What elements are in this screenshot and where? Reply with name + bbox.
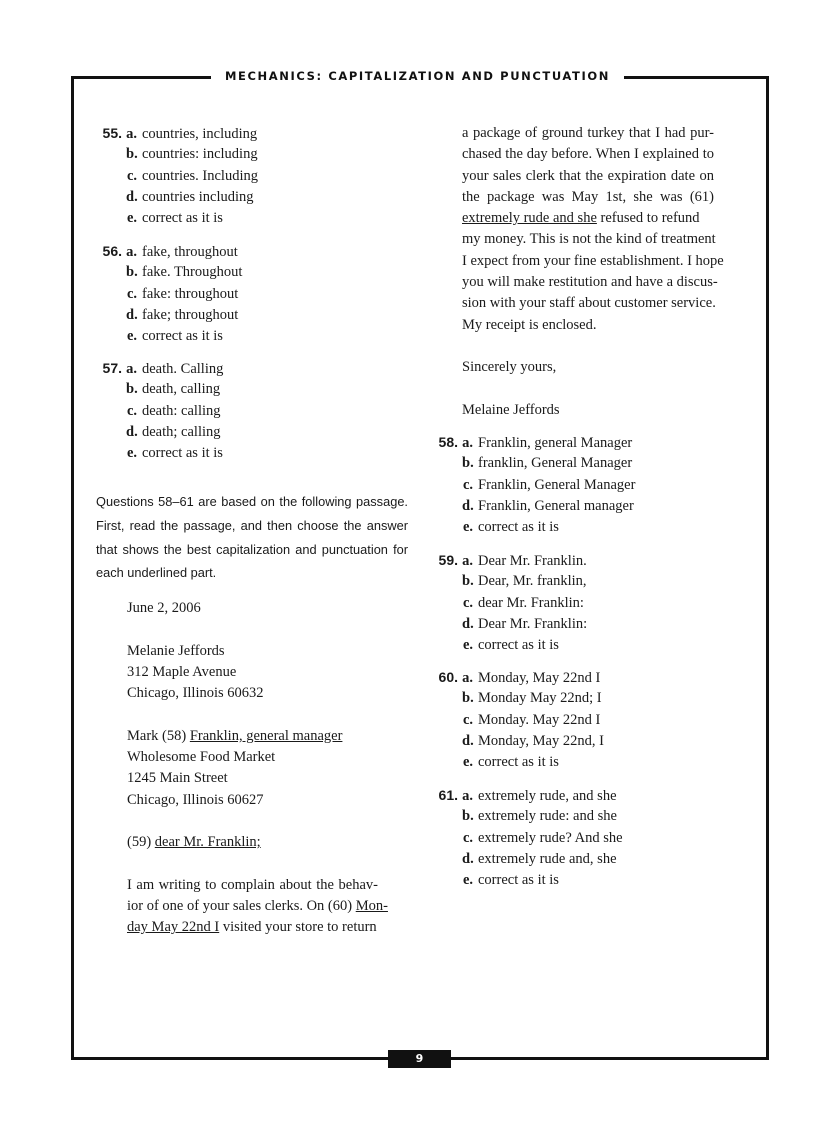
option-row (96, 358, 223, 379)
option-row (96, 326, 242, 347)
body-line: my money. This is not the kind of treatment (462, 231, 716, 248)
body-line: ior of one of your sales clerks. On (60) Mon- (127, 898, 388, 915)
question-number: 60. (438, 669, 458, 685)
option-row (432, 571, 587, 592)
option-text: Dear, Mr. franklin, (478, 573, 587, 590)
option-row (432, 550, 587, 571)
option-letter: e. (462, 872, 473, 889)
option-row (96, 443, 223, 464)
underlined-part-59: dear Mr. Franklin; (154, 834, 261, 851)
option-letter: e. (126, 328, 137, 345)
option-row (432, 496, 635, 517)
option-row (432, 785, 623, 806)
option-letter: e. (462, 754, 473, 771)
option-text: Monday, May 22nd, I (478, 732, 604, 749)
option-letter: e. (462, 519, 473, 536)
page-number: 9 (388, 1050, 451, 1068)
body-line: I expect from your fine establishment. I hope (462, 252, 724, 269)
question-number: 57. (102, 360, 122, 376)
frame-top-right-rule (624, 76, 769, 79)
question-57 (96, 358, 223, 464)
option-row (432, 870, 623, 891)
option-letter: c. (126, 402, 137, 419)
body-line: chased the day before. When I explained to (462, 146, 714, 163)
body-line: My receipt is enclosed. (462, 316, 597, 333)
frame-right-rule (766, 76, 769, 1060)
question-number: 56. (102, 243, 122, 259)
option-text: death. Calling (142, 361, 224, 377)
option-text: correct as it is (478, 754, 559, 771)
body-line: the package was May 1st, she was (61) (462, 188, 714, 205)
option-letter: c. (462, 829, 473, 846)
option-text: death: calling (142, 402, 221, 419)
option-text: fake: throughout (142, 285, 239, 302)
option-letter: b. (462, 573, 474, 590)
option-text: Monday, May 22nd I (478, 670, 601, 686)
question-60 (432, 667, 604, 773)
option-text: death; calling (142, 423, 221, 440)
letter-passage-left (127, 598, 387, 939)
option-text: countries: including (142, 146, 258, 163)
recipient-company: Wholesome Food Market (127, 749, 276, 766)
option-letter: d. (462, 732, 474, 749)
option-row (96, 379, 223, 400)
option-letter: b. (126, 381, 138, 398)
option-letter: b. (462, 690, 474, 707)
body-line: I am writing to complain about the behav- (127, 876, 378, 893)
section-title: MECHANICS: CAPITALIZATION AND PUNCTUATION (225, 69, 610, 83)
option-letter: b. (126, 146, 138, 163)
option-row (432, 475, 635, 496)
option-text: correct as it is (478, 872, 559, 889)
option-row (96, 262, 242, 283)
option-row (432, 828, 623, 849)
option-text: fake. Throughout (142, 264, 243, 281)
option-row (96, 166, 258, 187)
question-number: 55. (102, 125, 122, 141)
option-text: Franklin, General manager (478, 497, 634, 514)
body-line: a package of ground turkey that I had pur- (462, 125, 714, 141)
option-row (432, 635, 587, 656)
option-text: countries including (142, 188, 254, 205)
underlined-part-60: Mon- (355, 898, 388, 915)
recipient-street: 1245 Main Street (127, 770, 228, 787)
option-row (432, 614, 587, 635)
option-row (96, 284, 242, 305)
recipient-name: Mark (58) Franklin, general manager (127, 727, 343, 744)
underlined-part-61: extremely rude and she (462, 210, 597, 227)
sender-city: Chicago, Illinois 60632 (127, 685, 264, 702)
option-text: extremely rude? And she (478, 829, 623, 846)
letter-closing: Sincerely yours, (462, 359, 557, 376)
body-line: you will make restitution and have a discus- (462, 274, 718, 291)
body-line: sion with your staff about customer service. (462, 295, 716, 312)
option-text: correct as it is (142, 210, 223, 227)
option-row (432, 453, 635, 474)
option-row (432, 752, 604, 773)
question-58 (432, 432, 635, 538)
option-letter: d. (462, 497, 474, 514)
option-row (432, 432, 635, 453)
letter-date: June 2, 2006 (127, 600, 201, 616)
salutation: (59) dear Mr. Franklin; (127, 834, 261, 851)
option-row (432, 517, 635, 538)
body-line: day May 22nd I visited your store to return (127, 919, 377, 936)
underlined-part-58: Franklin, general manager (189, 727, 343, 744)
option-text: death, calling (142, 381, 221, 398)
question-55 (96, 123, 258, 229)
option-letter: b. (462, 808, 474, 825)
option-letter: a. (126, 244, 137, 260)
option-row (432, 849, 623, 870)
option-text: correct as it is (142, 328, 223, 345)
option-letter: d. (462, 850, 474, 867)
option-letter: e. (126, 445, 137, 462)
option-text: fake, throughout (142, 244, 238, 260)
letter-signature: Melaine Jeffords (462, 401, 560, 418)
option-letter: a. (126, 126, 137, 142)
option-text: franklin, General Manager (478, 455, 633, 472)
question-number: 61. (438, 787, 458, 803)
body-line: extremely rude and she refused to refund (462, 210, 700, 227)
option-row (432, 688, 604, 709)
option-text: Franklin, General Manager (478, 476, 636, 493)
passage-instructions: Questions 58–61 are based on the following passage. First, read the passage, and then choose the answer that shows the best capitalization and punctuation for each underlined part. (96, 494, 408, 581)
option-text: Dear Mr. Franklin. (478, 553, 587, 569)
option-text: Monday May 22nd; I (478, 690, 602, 707)
question-61 (432, 785, 623, 891)
option-text: correct as it is (478, 519, 559, 536)
option-text: dear Mr. Franklin: (478, 594, 584, 611)
option-row (96, 123, 258, 144)
option-letter: a. (462, 670, 473, 686)
option-row (96, 241, 242, 262)
option-row (96, 422, 223, 443)
recipient-city: Chicago, Illinois 60627 (127, 791, 264, 808)
option-row (96, 144, 258, 165)
question-number: 59. (438, 552, 458, 568)
underlined-part-60-cont: day May 22nd I (127, 919, 220, 936)
option-text: extremely rude: and she (478, 808, 617, 825)
option-row (432, 710, 604, 731)
option-letter: a. (462, 435, 473, 451)
option-text: fake; throughout (142, 306, 239, 323)
option-text: Monday. May 22nd I (478, 711, 601, 728)
question-59 (432, 550, 587, 656)
option-text: extremely rude, and she (478, 788, 617, 804)
option-row (432, 731, 604, 752)
option-letter: c. (126, 167, 137, 184)
option-row (96, 187, 258, 208)
option-text: countries, including (142, 126, 258, 142)
frame-top-left-rule (71, 76, 211, 79)
option-letter: c. (126, 285, 137, 302)
option-text: extremely rude and, she (478, 850, 617, 867)
option-letter: a. (462, 788, 473, 804)
option-row (96, 305, 242, 326)
question-56 (96, 241, 242, 347)
option-letter: c. (462, 711, 473, 728)
letter-passage-right (462, 123, 724, 421)
option-text: countries. Including (142, 167, 258, 184)
option-letter: d. (462, 615, 474, 632)
frame-left-rule (71, 76, 74, 1060)
option-text: correct as it is (142, 445, 223, 462)
option-letter: c. (462, 594, 473, 611)
option-row (96, 208, 258, 229)
option-letter: e. (462, 637, 473, 654)
option-row (432, 806, 623, 827)
sender-name: Melanie Jeffords (127, 642, 225, 659)
option-row (432, 593, 587, 614)
option-row (432, 667, 604, 688)
sender-street: 312 Maple Avenue (127, 663, 237, 680)
option-row (96, 401, 223, 422)
option-letter: d. (126, 423, 138, 440)
option-letter: c. (462, 476, 473, 493)
option-letter: d. (126, 188, 138, 205)
option-text: Dear Mr. Franklin: (478, 615, 588, 632)
option-text: correct as it is (478, 637, 559, 654)
option-letter: d. (126, 306, 138, 323)
option-letter: b. (462, 455, 474, 472)
option-letter: e. (126, 210, 137, 227)
option-text: Franklin, general Manager (478, 435, 633, 451)
option-letter: b. (126, 264, 138, 281)
question-number: 58. (438, 434, 458, 450)
option-letter: a. (126, 361, 137, 377)
body-line: your sales clerk that the expiration date on (462, 167, 714, 184)
option-letter: a. (462, 553, 473, 569)
